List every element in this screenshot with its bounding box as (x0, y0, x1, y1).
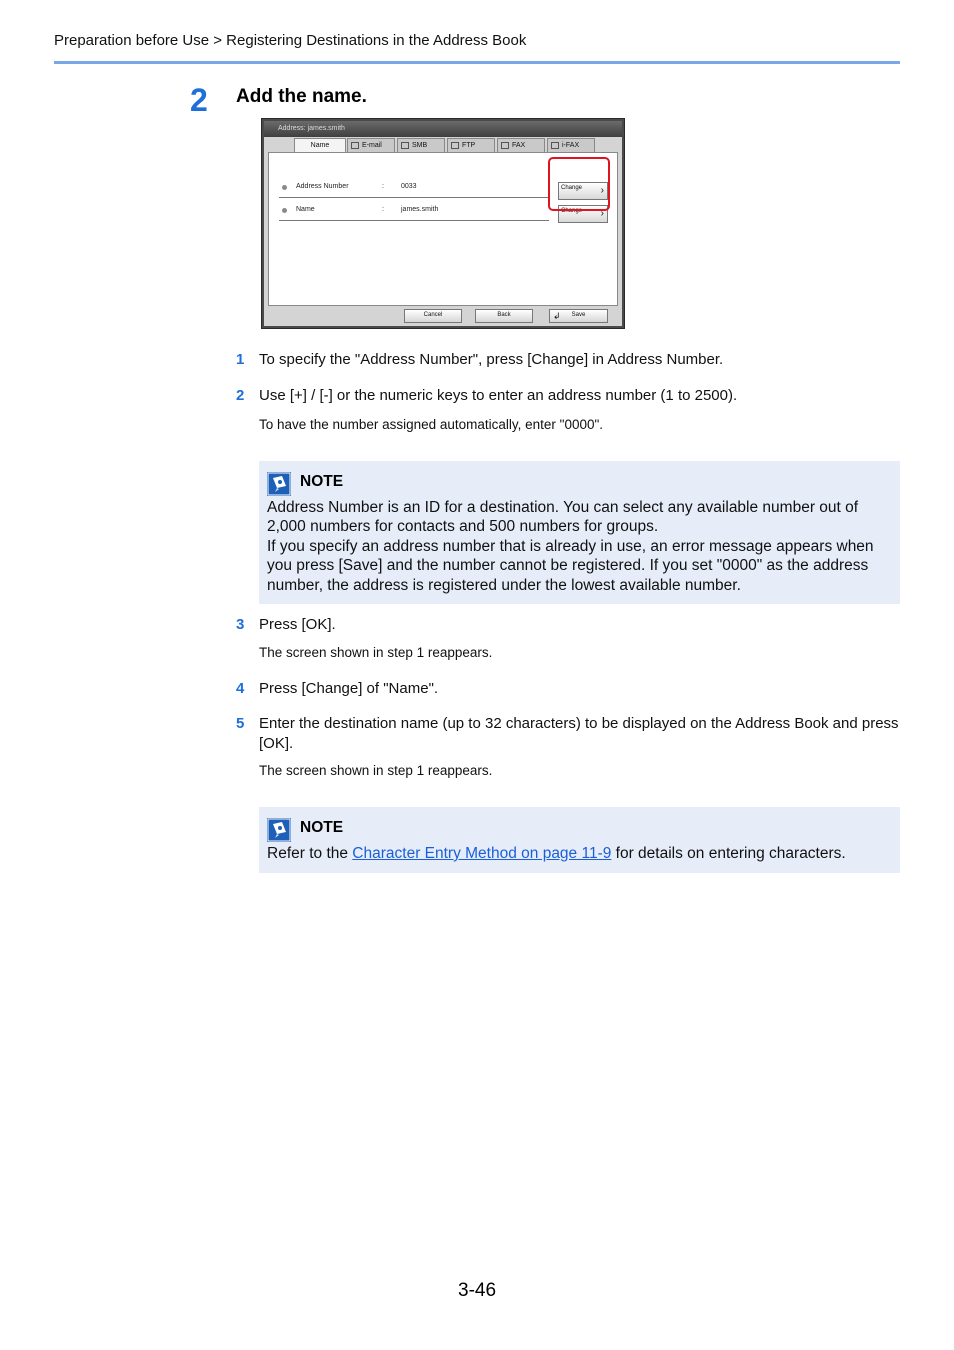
tab-ifax[interactable] (547, 138, 595, 152)
substep-number: 4 (236, 680, 245, 697)
substep-3-note: The screen shown in step 1 reappears. (259, 645, 493, 660)
tab-label: Name (310, 142, 330, 149)
row-value: 0033 (401, 183, 417, 190)
row-label: Address Number (296, 183, 349, 190)
note-prefix: Refer to the (267, 845, 353, 862)
substep-text: Press [OK]. (259, 616, 336, 633)
substep-text: Press [Change] of "Name". (259, 680, 439, 697)
note-heading: NOTE (300, 819, 344, 836)
enter-icon: ↲ (553, 311, 561, 321)
save-button[interactable] (549, 309, 608, 323)
row-value: james.smith (401, 206, 439, 213)
row-colon: : (382, 206, 384, 213)
button-label: Save (571, 312, 586, 318)
smb-icon (401, 142, 409, 149)
tab-label: FAX (512, 142, 526, 149)
note-text: If you specify an address number that is already in use, an error message appears when you press [Save] and the number cannot be registered. If you set "0000" as the address number, the address is registered under the lowest available number. (267, 538, 874, 594)
name-row (279, 198, 549, 221)
button-label: Change (561, 185, 583, 191)
substep-text: To specify the "Address Number", press [Change] in Address Number. (259, 351, 724, 368)
note-icon (267, 818, 291, 842)
substep-5-note: The screen shown in step 1 reappears. (259, 763, 493, 778)
tab-label: FTP (462, 142, 476, 149)
back-button[interactable] (475, 309, 533, 323)
fax-icon (501, 142, 509, 149)
substep-number: 1 (236, 351, 245, 368)
substep-number: 3 (236, 616, 245, 633)
header-rule (54, 61, 900, 64)
tab-ftp[interactable] (447, 138, 495, 152)
note-suffix: for details on entering characters. (611, 845, 846, 862)
chevron-right-icon: › (600, 208, 604, 219)
button-label: Back (497, 312, 511, 318)
panel-title: Address: james.smith (278, 125, 345, 132)
email-icon (351, 142, 359, 149)
panel-title-bar (264, 121, 622, 137)
note-icon (267, 472, 291, 496)
note-text: Address Number is an ID for a destination. You can select any available number out of 2,000 numbers for contacts and 500 numbers for groups. (267, 499, 859, 536)
bullet-icon (282, 185, 287, 190)
substep-2-note: To have the number assigned automatically, enter "0000". (259, 417, 604, 432)
ftp-icon (451, 142, 459, 149)
chevron-right-icon: › (600, 185, 604, 196)
character-entry-link[interactable]: Character Entry Method on page 11-9 (352, 845, 612, 862)
substep-number: 2 (236, 387, 245, 404)
button-label: Change (561, 208, 583, 214)
tab-label: E-mail (362, 142, 382, 149)
breadcrumb: Preparation before Use > Registering Destinations in the Address Book (54, 32, 527, 49)
ifax-icon (551, 142, 559, 149)
button-label: Cancel (423, 312, 443, 318)
highlight-box (548, 157, 610, 211)
device-panel-screenshot (261, 118, 625, 329)
tab-fax[interactable] (497, 138, 545, 152)
tab-smb[interactable] (397, 138, 445, 152)
tab-label: i-FAX (562, 142, 580, 149)
note-box-2 (259, 807, 900, 873)
page-number: 3-46 (458, 1280, 497, 1301)
substep-text: Use [+] / [-] or the numeric keys to enter an address number (1 to 2500). (259, 387, 738, 404)
note-text (267, 844, 895, 863)
note-box-1 (259, 461, 900, 604)
step-number: 2 (190, 82, 208, 118)
substep-text: Enter the destination name (up to 32 characters) to be displayed on the Address Book and press [OK]. (259, 715, 899, 752)
bullet-icon (282, 208, 287, 213)
cancel-button[interactable] (404, 309, 462, 323)
substep-number: 5 (236, 715, 245, 732)
tab-email[interactable] (347, 138, 395, 152)
step-title: Add the name. (236, 86, 367, 107)
note-heading: NOTE (300, 473, 344, 490)
row-colon: : (382, 183, 384, 190)
row-label: Name (296, 206, 315, 213)
tab-label: SMB (412, 142, 428, 149)
address-number-row (279, 175, 549, 198)
